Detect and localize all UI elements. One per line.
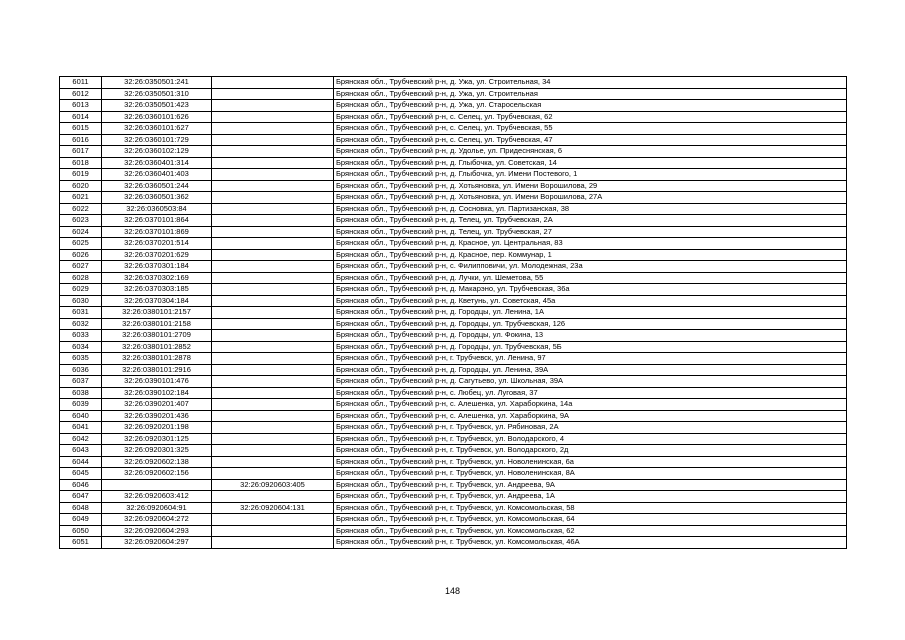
cell-cadastral-number: 32:26:0360102:129 [102, 146, 212, 158]
table-row [60, 353, 847, 365]
page-number: 148 [444, 586, 461, 596]
registry-table-body [60, 77, 847, 549]
cell-address: Брянская обл., Трубчевский р-н, г. Трубчевск, ул. Володарского, 4 [334, 433, 847, 445]
cell-address: Брянская обл., Трубчевский р-н, д. Хотьяновка, ул. Имени Ворошилова, 27А [334, 192, 847, 204]
cell-address: Брянская обл., Трубчевский р-н, д. Кветунь, ул. Советская, 45а [334, 295, 847, 307]
cell-cadastral-number: 32:26:0920604:272 [102, 514, 212, 526]
cell-cadastral-number-secondary [212, 169, 334, 181]
cell-cadastral-number: 32:26:0920603:412 [102, 491, 212, 503]
table-row [60, 261, 847, 273]
cell-record-number: 6018 [60, 157, 102, 169]
cell-cadastral-number: 32:26:0360101:627 [102, 123, 212, 135]
cell-cadastral-number: 32:26:0370201:629 [102, 249, 212, 261]
cell-cadastral-number: 32:26:0920301:125 [102, 433, 212, 445]
cell-address: Брянская обл., Трубчевский р-н, г. Трубчевск, ул. Андреева, 9А [334, 479, 847, 491]
cell-cadastral-number-secondary [212, 100, 334, 112]
cell-cadastral-number-secondary [212, 226, 334, 238]
cell-cadastral-number: 32:26:0920201:198 [102, 422, 212, 434]
cell-record-number: 6034 [60, 341, 102, 353]
cell-record-number: 6012 [60, 88, 102, 100]
cell-address: Брянская обл., Трубчевский р-н, с. Селец, ул. Трубчевская, 55 [334, 123, 847, 135]
cell-cadastral-number: 32:26:0370304:184 [102, 295, 212, 307]
cell-cadastral-number-secondary [212, 387, 334, 399]
cell-record-number: 6025 [60, 238, 102, 250]
cell-record-number: 6037 [60, 376, 102, 388]
cell-address: Брянская обл., Трубчевский р-н, с. Селец, ул. Трубчевская, 47 [334, 134, 847, 146]
cell-cadastral-number: 32:26:0380101:2878 [102, 353, 212, 365]
cell-cadastral-number: 32:26:0350501:423 [102, 100, 212, 112]
cell-cadastral-number-secondary [212, 341, 334, 353]
table-row [60, 238, 847, 250]
cell-address: Брянская обл., Трубчевский р-н, д. Телец, ул. Трубчевская, 27 [334, 226, 847, 238]
table-row [60, 341, 847, 353]
cell-record-number: 6013 [60, 100, 102, 112]
cell-address: Брянская обл., Трубчевский р-н, д. Городцы, ул. Трубчевская, 126 [334, 318, 847, 330]
cell-address: Брянская обл., Трубчевский р-н, г. Трубчевск, ул. Комсомольская, 62 [334, 525, 847, 537]
table-row [60, 88, 847, 100]
cell-record-number: 6020 [60, 180, 102, 192]
table-row [60, 491, 847, 503]
cell-address: Брянская обл., Трубчевский р-н, с. Алешенка, ул. Хараборкина, 14а [334, 399, 847, 411]
cell-cadastral-number-secondary [212, 525, 334, 537]
cell-address: Брянская обл., Трубчевский р-н, д. Ужа, ул. Строительная, 34 [334, 77, 847, 89]
cell-address: Брянская обл., Трубчевский р-н, с. Любец, ул. Луговая, 37 [334, 387, 847, 399]
cell-cadastral-number: 32:26:0920604:297 [102, 537, 212, 549]
cell-address: Брянская обл., Трубчевский р-н, д. Городцы, ул. Фокина, 13 [334, 330, 847, 342]
cell-address: Брянская обл., Трубчевский р-н, г. Трубчевск, ул. Андреева, 1А [334, 491, 847, 503]
cell-address: Брянская обл., Трубчевский р-н, д. Хотьяновка, ул. Имени Ворошилова, 29 [334, 180, 847, 192]
cell-address: Брянская обл., Трубчевский р-н, д. Сагутьево, ул. Школьная, 39А [334, 376, 847, 388]
cell-cadastral-number: 32:26:0360101:729 [102, 134, 212, 146]
cell-record-number: 6033 [60, 330, 102, 342]
registry-table [59, 76, 847, 549]
table-row [60, 433, 847, 445]
table-row [60, 146, 847, 158]
cell-record-number: 6050 [60, 525, 102, 537]
cell-cadastral-number: 32:26:0390201:436 [102, 410, 212, 422]
table-row [60, 215, 847, 227]
cell-cadastral-number: 32:26:0360401:314 [102, 157, 212, 169]
cell-record-number: 6024 [60, 226, 102, 238]
cell-cadastral-number-secondary [212, 353, 334, 365]
cell-cadastral-number: 32:26:0380101:2709 [102, 330, 212, 342]
cell-record-number: 6017 [60, 146, 102, 158]
table-row [60, 410, 847, 422]
table-row [60, 169, 847, 181]
table-row [60, 295, 847, 307]
cell-cadastral-number-secondary [212, 180, 334, 192]
cell-cadastral-number: 32:26:0370302:169 [102, 272, 212, 284]
table-row [60, 77, 847, 89]
cell-cadastral-number-secondary [212, 468, 334, 480]
cell-record-number: 6022 [60, 203, 102, 215]
cell-record-number: 6011 [60, 77, 102, 89]
table-row [60, 203, 847, 215]
table-row [60, 249, 847, 261]
cell-address: Брянская обл., Трубчевский р-н, д. Удолье, ул. Придеснянская, 6 [334, 146, 847, 158]
cell-cadastral-number-secondary [212, 157, 334, 169]
cell-cadastral-number: 32:26:0390201:407 [102, 399, 212, 411]
cell-record-number: 6039 [60, 399, 102, 411]
cell-address: Брянская обл., Трубчевский р-н, д. Глыбочка, ул. Имени Постевого, 1 [334, 169, 847, 181]
cell-cadastral-number-secondary: 32:26:0920604:131 [212, 502, 334, 514]
cell-cadastral-number-secondary [212, 410, 334, 422]
table-row [60, 272, 847, 284]
cell-cadastral-number: 32:26:0360501:362 [102, 192, 212, 204]
cell-cadastral-number: 32:26:0920602:156 [102, 468, 212, 480]
cell-cadastral-number-secondary [212, 249, 334, 261]
cell-cadastral-number-secondary [212, 445, 334, 457]
table-row [60, 100, 847, 112]
cell-address: Брянская обл., Трубчевский р-н, д. Ужа, ул. Старосельская [334, 100, 847, 112]
table-row [60, 525, 847, 537]
cell-cadastral-number: 32:26:0360401:403 [102, 169, 212, 181]
cell-cadastral-number-secondary [212, 318, 334, 330]
table-row [60, 111, 847, 123]
cell-address: Брянская обл., Трубчевский р-н, д. Городцы, ул. Ленина, 39А [334, 364, 847, 376]
cell-cadastral-number: 32:26:0920604:91 [102, 502, 212, 514]
cell-cadastral-number: 32:26:0370101:864 [102, 215, 212, 227]
cell-address: Брянская обл., Трубчевский р-н, с. Филипповичи, ул. Молодежная, 23а [334, 261, 847, 273]
cell-cadastral-number-secondary [212, 376, 334, 388]
cell-record-number: 6015 [60, 123, 102, 135]
cell-address: Брянская обл., Трубчевский р-н, г. Трубчевск, ул. Рябиновая, 2А [334, 422, 847, 434]
cell-record-number: 6049 [60, 514, 102, 526]
cell-record-number: 6046 [60, 479, 102, 491]
cell-address: Брянская обл., Трубчевский р-н, г. Трубчевск, ул. Комсомольская, 58 [334, 502, 847, 514]
table-row [60, 226, 847, 238]
cell-record-number: 6032 [60, 318, 102, 330]
cell-cadastral-number: 32:26:0380101:2157 [102, 307, 212, 319]
cell-cadastral-number-secondary [212, 433, 334, 445]
cell-record-number: 6047 [60, 491, 102, 503]
cell-record-number: 6030 [60, 295, 102, 307]
cell-record-number: 6042 [60, 433, 102, 445]
cell-cadastral-number: 32:26:0370301:184 [102, 261, 212, 273]
cell-address: Брянская обл., Трубчевский р-н, с. Селец, ул. Трубчевская, 62 [334, 111, 847, 123]
cell-cadastral-number: 32:26:0380101:2158 [102, 318, 212, 330]
cell-record-number: 6043 [60, 445, 102, 457]
cell-cadastral-number-secondary [212, 215, 334, 227]
table-row [60, 456, 847, 468]
cell-address: Брянская обл., Трубчевский р-н, д. Красное, ул. Центральная, 83 [334, 238, 847, 250]
cell-cadastral-number [102, 479, 212, 491]
cell-cadastral-number-secondary [212, 134, 334, 146]
table-row [60, 399, 847, 411]
cell-cadastral-number-secondary [212, 284, 334, 296]
table-row [60, 422, 847, 434]
cell-cadastral-number: 32:26:0350501:310 [102, 88, 212, 100]
cell-cadastral-number-secondary [212, 514, 334, 526]
table-row [60, 157, 847, 169]
cell-address: Брянская обл., Трубчевский р-н, д. Телец, ул. Трубчевская, 2А [334, 215, 847, 227]
cell-cadastral-number-secondary [212, 364, 334, 376]
table-row [60, 502, 847, 514]
cell-cadastral-number-secondary [212, 307, 334, 319]
cell-record-number: 6040 [60, 410, 102, 422]
table-row [60, 180, 847, 192]
cell-address: Брянская обл., Трубчевский р-н, г. Трубчевск, ул. Комсомольская, 46А [334, 537, 847, 549]
cell-cadastral-number: 32:26:0380101:2852 [102, 341, 212, 353]
cell-cadastral-number: 32:26:0360101:626 [102, 111, 212, 123]
cell-record-number: 6044 [60, 456, 102, 468]
cell-cadastral-number: 32:26:0390102:184 [102, 387, 212, 399]
table-row [60, 330, 847, 342]
cell-record-number: 6036 [60, 364, 102, 376]
cell-record-number: 6027 [60, 261, 102, 273]
cell-address: Брянская обл., Трубчевский р-н, д. Городцы, ул. Ленина, 1А [334, 307, 847, 319]
cell-cadastral-number-secondary [212, 456, 334, 468]
cell-cadastral-number-secondary [212, 111, 334, 123]
cell-cadastral-number-secondary [212, 491, 334, 503]
cell-cadastral-number-secondary [212, 203, 334, 215]
table-row [60, 364, 847, 376]
cell-record-number: 6035 [60, 353, 102, 365]
table-row [60, 537, 847, 549]
table-row [60, 514, 847, 526]
table-row [60, 307, 847, 319]
cell-address: Брянская обл., Трубчевский р-н, г. Трубчевск, ул. Володарского, 2д [334, 445, 847, 457]
cell-cadastral-number: 32:26:0390101:476 [102, 376, 212, 388]
cell-cadastral-number-secondary [212, 261, 334, 273]
cell-cadastral-number-secondary [212, 537, 334, 549]
cell-cadastral-number-secondary [212, 295, 334, 307]
table-row [60, 284, 847, 296]
cell-record-number: 6014 [60, 111, 102, 123]
cell-cadastral-number: 32:26:0920602:138 [102, 456, 212, 468]
cell-record-number: 6048 [60, 502, 102, 514]
cell-cadastral-number-secondary [212, 330, 334, 342]
cell-record-number: 6023 [60, 215, 102, 227]
table-row [60, 134, 847, 146]
table-row [60, 318, 847, 330]
cell-address: Брянская обл., Трубчевский р-н, г. Трубчевск, ул. Ленина, 97 [334, 353, 847, 365]
cell-cadastral-number-secondary [212, 146, 334, 158]
cell-record-number: 6028 [60, 272, 102, 284]
cell-cadastral-number: 32:26:0360501:244 [102, 180, 212, 192]
cell-record-number: 6038 [60, 387, 102, 399]
table-row [60, 445, 847, 457]
cell-address: Брянская обл., Трубчевский р-н, д. Глыбочка, ул. Советская, 14 [334, 157, 847, 169]
cell-address: Брянская обл., Трубчевский р-н, д. Сосновка, ул. Партизанская, 38 [334, 203, 847, 215]
cell-address: Брянская обл., Трубчевский р-н, д. Макарэно, ул. Трубчевская, 36а [334, 284, 847, 296]
table-row [60, 192, 847, 204]
cell-record-number: 6029 [60, 284, 102, 296]
cell-address: Брянская обл., Трубчевский р-н, с. Алешенка, ул. Хараборкина, 9А [334, 410, 847, 422]
cell-record-number: 6021 [60, 192, 102, 204]
cell-record-number: 6041 [60, 422, 102, 434]
cell-cadastral-number: 32:26:0370101:869 [102, 226, 212, 238]
cell-record-number: 6026 [60, 249, 102, 261]
cell-cadastral-number-secondary [212, 272, 334, 284]
cell-address: Брянская обл., Трубчевский р-н, д. Красное, пер. Коммунар, 1 [334, 249, 847, 261]
cell-record-number: 6031 [60, 307, 102, 319]
cell-record-number: 6019 [60, 169, 102, 181]
table-row [60, 123, 847, 135]
cell-address: Брянская обл., Трубчевский р-н, г. Трубчевск, ул. Новоленинская, 8А [334, 468, 847, 480]
cell-cadastral-number: 32:26:0360503:84 [102, 203, 212, 215]
cell-cadastral-number-secondary: 32:26:0920603:405 [212, 479, 334, 491]
cell-address: Брянская обл., Трубчевский р-н, г. Трубчевск, ул. Новоленинская, 6а [334, 456, 847, 468]
cell-cadastral-number-secondary [212, 77, 334, 89]
cell-cadastral-number: 32:26:0370303:185 [102, 284, 212, 296]
cell-cadastral-number: 32:26:0350501:241 [102, 77, 212, 89]
cell-address: Брянская обл., Трубчевский р-н, д. Лучки, ул. Шеметова, 55 [334, 272, 847, 284]
cell-cadastral-number: 32:26:0370201:514 [102, 238, 212, 250]
cell-cadastral-number: 32:26:0920301:325 [102, 445, 212, 457]
table-row [60, 376, 847, 388]
cell-address: Брянская обл., Трубчевский р-н, г. Трубчевск, ул. Комсомольская, 64 [334, 514, 847, 526]
cell-cadastral-number: 32:26:0380101:2916 [102, 364, 212, 376]
cell-record-number: 6051 [60, 537, 102, 549]
cell-address: Брянская обл., Трубчевский р-н, д. Ужа, ул. Строительная [334, 88, 847, 100]
cell-cadastral-number-secondary [212, 422, 334, 434]
cell-cadastral-number-secondary [212, 192, 334, 204]
document-page [59, 76, 846, 549]
cell-record-number: 6016 [60, 134, 102, 146]
cell-cadastral-number-secondary [212, 123, 334, 135]
cell-cadastral-number-secondary [212, 88, 334, 100]
table-row [60, 479, 847, 491]
cell-record-number: 6045 [60, 468, 102, 480]
cell-address: Брянская обл., Трубчевский р-н, д. Городцы, ул. Трубчевская, 5Б [334, 341, 847, 353]
cell-cadastral-number-secondary [212, 238, 334, 250]
table-row [60, 387, 847, 399]
cell-cadastral-number: 32:26:0920604:293 [102, 525, 212, 537]
table-row [60, 468, 847, 480]
cell-cadastral-number-secondary [212, 399, 334, 411]
